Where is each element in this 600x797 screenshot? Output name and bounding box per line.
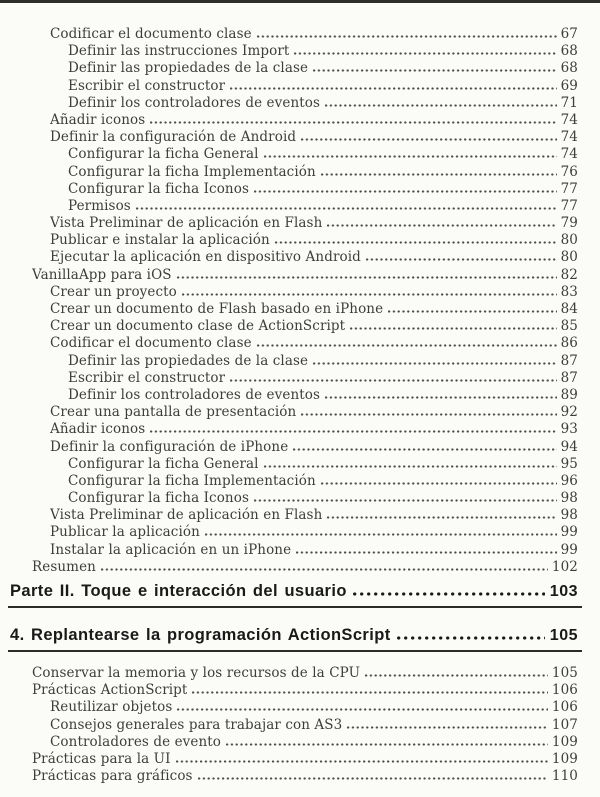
toc-entries-block <box>8 26 578 576</box>
toc-entry <box>8 164 578 181</box>
toc-entry-label: Prácticas para gráficos <box>32 768 193 785</box>
toc-entry-page-number: 74 <box>560 146 578 163</box>
toc-entry-page-number: 87 <box>560 352 578 369</box>
toc-entry-page-number: 86 <box>560 335 578 352</box>
toc-entry <box>8 353 578 370</box>
toc-entry <box>8 198 578 215</box>
part-heading-row <box>8 581 578 602</box>
toc-entry <box>8 473 578 490</box>
toc-entry-page-number: 99 <box>560 524 578 541</box>
dot-leader <box>226 743 548 746</box>
toc-entry-label: Añadir iconos <box>50 421 146 438</box>
toc-entry-page-number: 109 <box>551 733 578 750</box>
toc-entry-page-number: 106 <box>551 682 578 699</box>
toc-entry <box>8 267 578 284</box>
dot-leader <box>353 592 545 596</box>
toc-entry-page-number: 71 <box>560 94 578 111</box>
toc-entry-page-number: 67 <box>560 26 578 42</box>
toc-entry-label: Escribir el constructor <box>68 77 226 94</box>
toc-entry-page-number: 76 <box>560 163 578 180</box>
toc-entry <box>8 542 578 559</box>
dot-leader <box>397 636 545 640</box>
toc-entry-label: Definir las instrucciones Import <box>68 43 290 60</box>
toc-entry-label: Vista Preliminar de aplicación en Flash <box>50 507 323 524</box>
toc-entry <box>8 768 578 785</box>
dot-leader <box>327 516 556 519</box>
dot-leader <box>150 430 556 433</box>
toc-entry-page-number: 69 <box>560 77 578 94</box>
dot-leader <box>321 482 557 485</box>
toc-entry <box>8 456 578 473</box>
dot-leader <box>177 708 548 711</box>
toc-entry-label: Definir las propiedades de la clase <box>68 352 309 369</box>
dot-leader <box>347 726 548 729</box>
toc-entry-page-number: 96 <box>560 472 578 489</box>
chapter-heading-row <box>8 625 578 646</box>
toc-entry-page-number: 68 <box>560 60 578 77</box>
toc-entry <box>8 717 578 734</box>
dot-leader <box>325 104 557 107</box>
toc-entry <box>8 95 578 112</box>
dot-leader <box>325 396 557 399</box>
toc-entry <box>8 524 578 541</box>
toc-entry <box>8 112 578 129</box>
dot-leader <box>301 138 556 141</box>
toc-entry <box>8 699 578 716</box>
toc-entry <box>8 60 578 77</box>
dot-leader <box>313 362 557 365</box>
dot-leader <box>264 465 557 468</box>
dot-leader <box>275 241 557 244</box>
toc-entry-page-number: 79 <box>560 215 578 232</box>
toc-entry <box>8 751 578 768</box>
toc-entry-label: Instalar la aplicación en un iPhone <box>50 541 292 558</box>
toc-list <box>0 3 600 785</box>
toc-entry-label: Publicar e instalar la aplicación <box>50 232 270 249</box>
toc-entry-page-number: 94 <box>560 438 578 455</box>
toc-entry-page-number: 92 <box>560 404 578 421</box>
dot-leader <box>230 87 556 90</box>
toc-entry-label: Configurar la ficha General <box>68 146 259 163</box>
toc-entry <box>8 734 578 751</box>
toc-entry-label: Definir la configuración de Android <box>50 129 297 146</box>
dot-leader <box>198 777 548 780</box>
toc-entry-label: Permisos <box>68 197 131 214</box>
toc-entry-label: Definir las propiedades de la clase <box>68 60 309 77</box>
dot-leader <box>257 344 557 347</box>
toc-entry-page-number: 109 <box>551 750 578 767</box>
toc-entry <box>8 181 578 198</box>
toc-entry-page-number: 82 <box>560 266 578 283</box>
dot-leader <box>366 258 557 261</box>
toc-entry <box>8 559 578 576</box>
toc-entry-page-number: 93 <box>560 421 578 438</box>
toc-entry <box>8 370 578 387</box>
dot-leader <box>192 691 547 694</box>
toc-entry <box>8 421 578 438</box>
dot-leader <box>136 207 557 210</box>
dot-leader <box>205 533 557 536</box>
toc-entry <box>8 439 578 456</box>
dot-leader <box>388 310 556 313</box>
toc-entry <box>8 387 578 404</box>
toc-entry-page-number: 85 <box>560 318 578 335</box>
dot-leader <box>313 69 557 72</box>
toc-entry-label: Codificar el documento clase <box>50 335 252 352</box>
toc-entry-label: Configurar la ficha Iconos <box>68 490 249 507</box>
toc-entry-label: Prácticas para la UI <box>32 750 171 767</box>
heading-rule <box>8 650 582 652</box>
dot-leader <box>230 379 556 382</box>
dot-leader <box>177 276 557 279</box>
toc-entry-label: Definir la configuración de iPhone <box>50 438 289 455</box>
toc-entry-label: Codificar el documento clase <box>50 26 252 42</box>
dot-leader <box>254 190 557 193</box>
toc-entry <box>8 335 578 352</box>
toc-entry-page-number: 87 <box>560 369 578 386</box>
toc-entry <box>8 129 578 146</box>
dot-leader <box>257 35 557 38</box>
toc-entry-page-number: 99 <box>560 541 578 558</box>
toc-entry-label: Configurar la ficha Implementación <box>68 163 316 180</box>
part-heading <box>8 581 578 608</box>
toc-entry <box>8 404 578 421</box>
part-heading-label: Parte II. Toque e interacción del usuario <box>10 582 347 600</box>
toc-entry-label: Configurar la ficha Iconos <box>68 180 249 197</box>
dot-leader <box>182 293 557 296</box>
toc-entry <box>8 301 578 318</box>
dot-leader <box>150 121 556 124</box>
toc-entry <box>8 43 578 60</box>
toc-entry <box>8 665 578 682</box>
heading-rule <box>8 606 582 608</box>
toc-entry-page-number: 95 <box>560 455 578 472</box>
toc-entries-block <box>8 665 578 785</box>
toc-entry-label: Publicar la aplicación <box>50 524 200 541</box>
dot-leader <box>176 760 548 763</box>
toc-entry-label: Crear un documento de Flash basado en iPhone <box>50 301 384 317</box>
dot-leader <box>296 551 556 554</box>
toc-entry-label: VanillaApp para iOS <box>32 266 172 283</box>
toc-entry-label: Añadir iconos <box>50 111 146 128</box>
toc-entry-label: Consejos generales para trabajar con AS3 <box>50 716 343 733</box>
toc-entry-page-number: 74 <box>560 111 578 128</box>
dot-leader <box>294 52 556 55</box>
toc-entry <box>8 249 578 266</box>
toc-entry-label: Prácticas ActionScript <box>32 682 188 699</box>
dot-leader <box>293 448 556 451</box>
toc-entry-page-number: 77 <box>560 180 578 197</box>
dot-leader <box>350 327 556 330</box>
toc-entry-page-number: 83 <box>560 283 578 300</box>
dot-leader <box>365 674 548 677</box>
toc-entry-page-number: 107 <box>551 716 578 733</box>
chapter-heading-label: 4. Replantearse la programación ActionScript <box>10 626 391 644</box>
toc-entry-label: Definir los controladores de eventos <box>68 386 321 403</box>
toc-entry-label: Escribir el constructor <box>68 369 226 386</box>
toc-entry <box>8 490 578 507</box>
toc-entry-page-number: 80 <box>560 249 578 266</box>
toc-entry-page-number: 98 <box>560 507 578 524</box>
toc-entry-page-number: 74 <box>560 129 578 146</box>
toc-entry-page-number: 84 <box>560 301 578 317</box>
toc-entry <box>8 26 578 43</box>
toc-entry-page-number: 102 <box>551 558 578 575</box>
toc-entry-label: Vista Preliminar de aplicación en Flash <box>50 215 323 232</box>
chapter-heading-page-number: 105 <box>549 627 578 644</box>
toc-entry <box>8 507 578 524</box>
toc-entry-label: Ejecutar la aplicación en dispositivo Android <box>50 249 361 266</box>
dot-leader <box>327 224 556 227</box>
toc-entry <box>8 146 578 163</box>
toc-entry-page-number: 98 <box>560 490 578 507</box>
toc-entry <box>8 682 578 699</box>
toc-entry-label: Crear una pantalla de presentación <box>50 404 297 421</box>
toc-entry-label: Crear un documento clase de ActionScript <box>50 318 346 335</box>
part-heading-page-number: 103 <box>549 583 578 600</box>
toc-entry-page-number: 89 <box>560 386 578 403</box>
toc-entry-page-number: 105 <box>551 665 578 681</box>
toc-entry <box>8 232 578 249</box>
toc-entry <box>8 215 578 232</box>
toc-entry-label: Configurar la ficha General <box>68 455 259 472</box>
toc-entry-label: Crear un proyecto <box>50 283 177 300</box>
toc-entry-page-number: 77 <box>560 197 578 214</box>
dot-leader <box>254 499 557 502</box>
toc-entry <box>8 78 578 95</box>
toc-entry-label: Controladores de evento <box>50 733 222 750</box>
toc-entry <box>8 284 578 301</box>
dot-leader <box>264 155 557 158</box>
toc-entry-page-number: 110 <box>551 768 578 785</box>
toc-entry-label: Definir los controladores de eventos <box>68 94 321 111</box>
toc-entry-label: Reutilizar objetos <box>50 699 173 716</box>
dot-leader <box>321 173 557 176</box>
dot-leader <box>301 413 556 416</box>
dot-leader <box>101 568 548 571</box>
toc-entry-label: Conservar la memoria y los recursos de la CPU <box>32 665 361 681</box>
toc-entry-page-number: 106 <box>551 699 578 716</box>
chapter-heading <box>8 625 578 652</box>
toc-entry-label: Resumen <box>32 558 96 575</box>
toc-entry <box>8 318 578 335</box>
toc-entry-page-number: 68 <box>560 43 578 60</box>
toc-entry-page-number: 80 <box>560 232 578 249</box>
toc-entry-label: Configurar la ficha Implementación <box>68 472 316 489</box>
